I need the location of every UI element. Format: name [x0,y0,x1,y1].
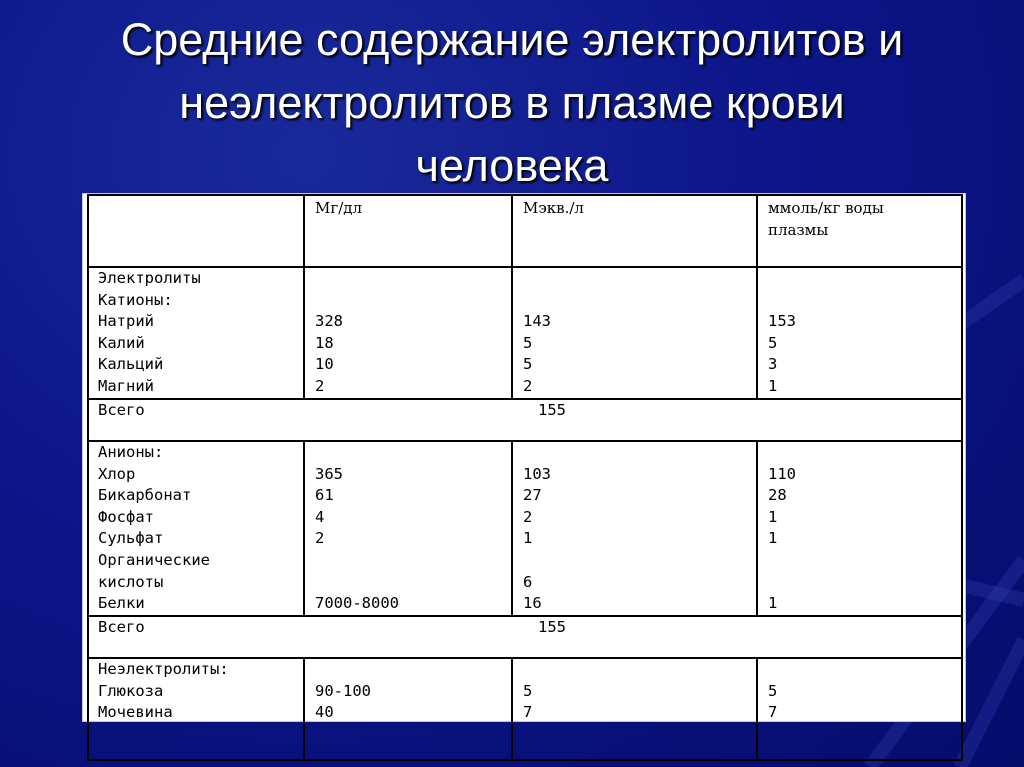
cell-col0 [88,441,304,616]
cell-col1 [304,441,512,616]
cell-value: 153 [768,312,796,331]
cell-col0 [88,267,304,399]
header-col3-line-1: ммоль/кг воды [768,199,884,217]
row-label: Анионы: [98,443,164,461]
cell-value: 1 [768,594,778,613]
table-row-total-cations [88,399,962,441]
cell-value: 18 [315,333,334,352]
cell-value [768,572,961,594]
table-header-row [88,195,962,267]
total-cell [88,399,962,441]
header-cell-mg-dl: Мг/дл [304,195,512,267]
table-row-cations [88,267,962,399]
cell-value: 143 [523,312,551,331]
total-value: 155 [538,618,566,636]
row-label: Сульфат [98,529,164,548]
cell-value: 2 [315,529,325,548]
cell-value [523,659,756,681]
cell-value: 4 [315,507,325,526]
cell-value [315,550,511,572]
table-row-nonelectrolytes [88,658,962,760]
title-line-1: Средние содержание электролитов и [120,14,904,65]
cell-value: 7 [523,703,533,722]
row-label: Кальций [98,355,164,374]
table-row-anions [88,441,962,616]
row-label: Глюкоза [98,681,164,700]
cell-value: 5 [523,681,533,700]
cell-col2 [512,267,757,399]
cell-col3 [757,658,962,760]
total-cell [88,616,962,658]
cell-value: 1 [768,529,778,548]
cell-value [768,290,961,312]
row-label: кислоты [98,572,164,591]
cell-value [315,442,511,464]
total-label: Всего [98,618,145,636]
cell-value: 1 [523,529,533,548]
table-row-total-anions [88,616,962,658]
cell-value: 103 [523,464,551,483]
row-label: Калий [98,333,145,352]
cell-value [768,659,961,681]
cell-value [768,442,961,464]
row-label: Белки [98,594,145,613]
total-value: 155 [538,401,566,419]
cell-value: 28 [768,486,787,505]
cell-value [523,442,756,464]
cell-value: 5 [523,355,533,374]
header-cell-meq-l: Мэкв./л [512,195,757,267]
cell-value [315,572,511,594]
cell-value [315,268,511,290]
title-line-3: человека [415,140,609,191]
row-label: Магний [98,376,154,395]
cell-value [768,550,961,572]
row-label: Фосфат [98,507,154,526]
header-cell-empty [88,195,304,267]
row-label: Электролиты [98,269,201,287]
cell-value: 5 [768,681,778,700]
cell-value [523,268,756,290]
cell-col2 [512,441,757,616]
cell-value [315,659,511,681]
cell-value [523,550,756,572]
cell-value: 2 [523,507,533,526]
cell-value: 1 [768,376,778,395]
row-label: Неэлектролиты: [98,660,229,678]
row-label: Хлор [98,464,136,483]
cell-col1 [304,267,512,399]
cell-value: 1 [768,507,778,526]
cell-value: 16 [523,594,542,613]
cell-value: 40 [315,703,334,722]
header-cell-mmol-kg [757,195,962,267]
row-label: Мочевина [98,703,173,722]
cell-value: 2 [523,376,533,395]
cell-value: 110 [768,464,796,483]
electrolytes-table [87,194,963,761]
cell-col3 [757,267,962,399]
cell-value: 328 [315,312,343,331]
title-line-2: неэлектролитов в плазме крови [179,77,845,128]
cell-value [523,290,756,312]
cell-value [315,290,511,312]
cell-value: 3 [768,355,778,374]
cell-value: 365 [315,464,343,483]
row-label: Натрий [98,312,154,331]
cell-col2 [512,658,757,760]
cell-value: 90-100 [315,681,371,700]
cell-value: 7000-8000 [315,594,399,613]
cell-value: 5 [768,333,778,352]
cell-value: 6 [523,572,533,591]
row-label: Катионы: [98,290,173,309]
cell-value: 2 [315,376,325,395]
cell-value: 5 [523,333,533,352]
cell-col3 [757,441,962,616]
cell-value [768,268,961,290]
header-col3-line-2: плазмы [768,220,829,239]
total-label: Всего [98,401,145,419]
slide-title [30,8,994,197]
cell-value: 27 [523,486,542,505]
table-sheet [82,193,966,722]
cell-value: 7 [768,703,778,722]
cell-col1 [304,658,512,760]
row-label: Органические [98,550,210,569]
row-label: Бикарбонат [98,486,192,505]
cell-value: 10 [315,355,334,374]
cell-col0 [88,658,304,760]
cell-value: 61 [315,486,334,505]
